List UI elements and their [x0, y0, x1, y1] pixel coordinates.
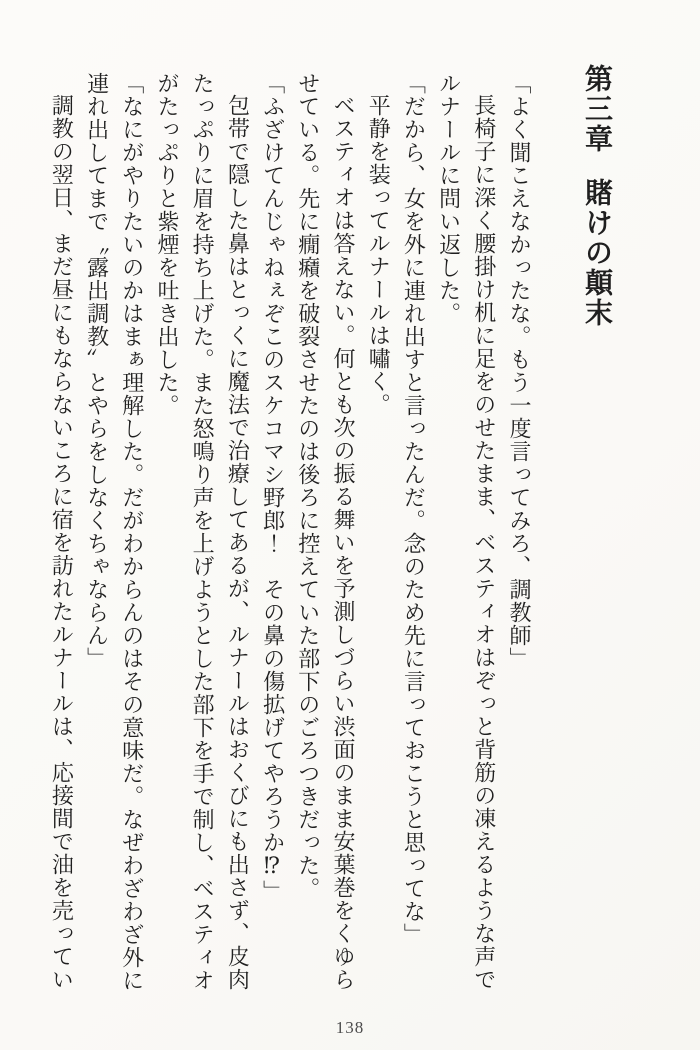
chapter-title-text: 賭けの顛末 [581, 177, 612, 328]
paragraph-dialogue: 「よく聞こえなかったな。もう一度言ってみろ、調教師」 [507, 72, 532, 670]
paragraph-dialogue: 「だから、女を外に連れ出すと言ったんだ。念のため先に言っておこうと思ってな」 [401, 72, 427, 946]
main-text-block [44, 72, 537, 993]
paragraph-narrative: 長椅子に深く腰掛け机に足をのせたまま、ベスティオはぞっと背筋の凍えるような声でルナールに問い返した。 [436, 72, 497, 991]
paragraph-narrative: ベスティオは答えない。何とも次の振る舞いを予測しづらい渋面のまま安葉巻をくゆらせている。先に癇癪を破裂させたのは後ろに控えていた部下のごろつきだった。 [295, 72, 356, 991]
paragraph-dialogue: 「なにがやりたいのかはまぁ理解した。だがわからんのはその意味だ。なぜわざわざ外に連れ出してまで〝露出調教〟とやらをしなくちゃならん」 [84, 72, 145, 992]
chapter-heading [578, 64, 614, 328]
paragraph-narrative: 平静を装ってルナールは嘯く。 [366, 94, 392, 416]
chapter-number: 第三章 [581, 64, 612, 154]
paragraph-narrative: 調教の翌日、まだ昼にもならないころに宿を訪れたルナールは、応接間で油を売ってい [49, 94, 75, 991]
paragraph-dialogue: 「ふざけてんじゃねぇぞこのスケコマシ野郎！ その鼻の傷拡げてやろうか⁉」 [260, 72, 286, 903]
page-number: 138 [335, 1018, 365, 1037]
paragraph-narrative: 包帯で隠した鼻はとっくに魔法で治療してあるが、ルナールはおくびにも出さず、皮肉たっぷりに眉を持ち上げた。また怒鳴り声を上げようとした部下を手で制し、ベスティオがたっぷりと紫煙を吐き出した。 [154, 72, 251, 992]
